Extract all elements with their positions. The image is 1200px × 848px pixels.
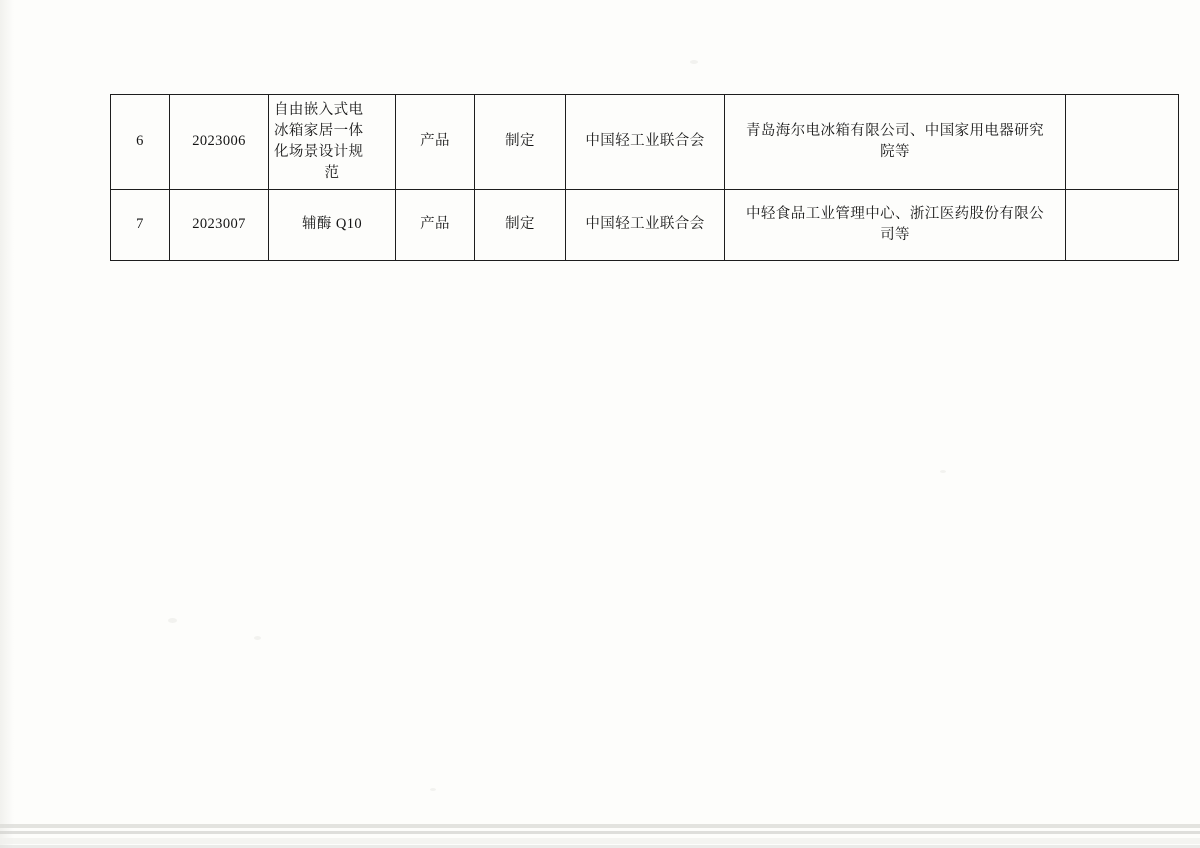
cell-drafting-units — [725, 190, 1066, 261]
cell-standard-name — [269, 95, 396, 190]
cell-action: 制定 — [475, 95, 566, 190]
cell-remark — [1066, 190, 1179, 261]
drafting-units-line-2: 司等 — [880, 227, 910, 243]
cell-standard-name: 辅酶 Q10 — [269, 190, 396, 261]
drafting-units-line-1: 青岛海尔电冰箱有限公司、中国家用电器研究 — [746, 122, 1044, 139]
cell-plan-code: 2023007 — [170, 190, 269, 261]
cell-plan-code: 2023006 — [170, 95, 269, 190]
cell-drafting-units — [725, 95, 1066, 190]
standard-name-line-1: 自由嵌入式电 — [274, 101, 364, 118]
standard-name-line-3: 化场景设计规 — [274, 144, 364, 160]
table-row — [111, 95, 1179, 190]
cell-action: 制定 — [475, 190, 566, 261]
cell-remark — [1066, 95, 1179, 190]
page-left-edge-shading — [0, 0, 14, 848]
scan-shadow-band — [0, 824, 1200, 828]
scan-shadow-band — [0, 831, 1200, 834]
scan-speck — [690, 60, 698, 64]
scan-shadow-band — [0, 838, 1200, 844]
scan-speck — [430, 788, 436, 791]
scan-speck — [254, 636, 261, 640]
cell-organization: 中国轻工业联合会 — [566, 190, 725, 261]
scan-speck — [940, 470, 946, 473]
standard-name-line-2: 冰箱家居一体 — [274, 122, 364, 139]
cell-standard-type: 产品 — [396, 190, 475, 261]
cell-row-number: 6 — [111, 95, 170, 190]
standards-plan-table — [110, 94, 1179, 261]
cell-row-number: 7 — [111, 190, 170, 261]
cell-organization: 中国轻工业联合会 — [566, 95, 725, 190]
scan-speck — [168, 618, 177, 623]
table-row — [111, 190, 1179, 261]
drafting-units-line-1: 中轻食品工业管理中心、浙江医药股份有限公 — [746, 205, 1044, 222]
standard-name-line-4: 范 — [324, 165, 340, 182]
drafting-units-line-2: 院等 — [880, 144, 910, 160]
cell-standard-type: 产品 — [396, 95, 475, 190]
